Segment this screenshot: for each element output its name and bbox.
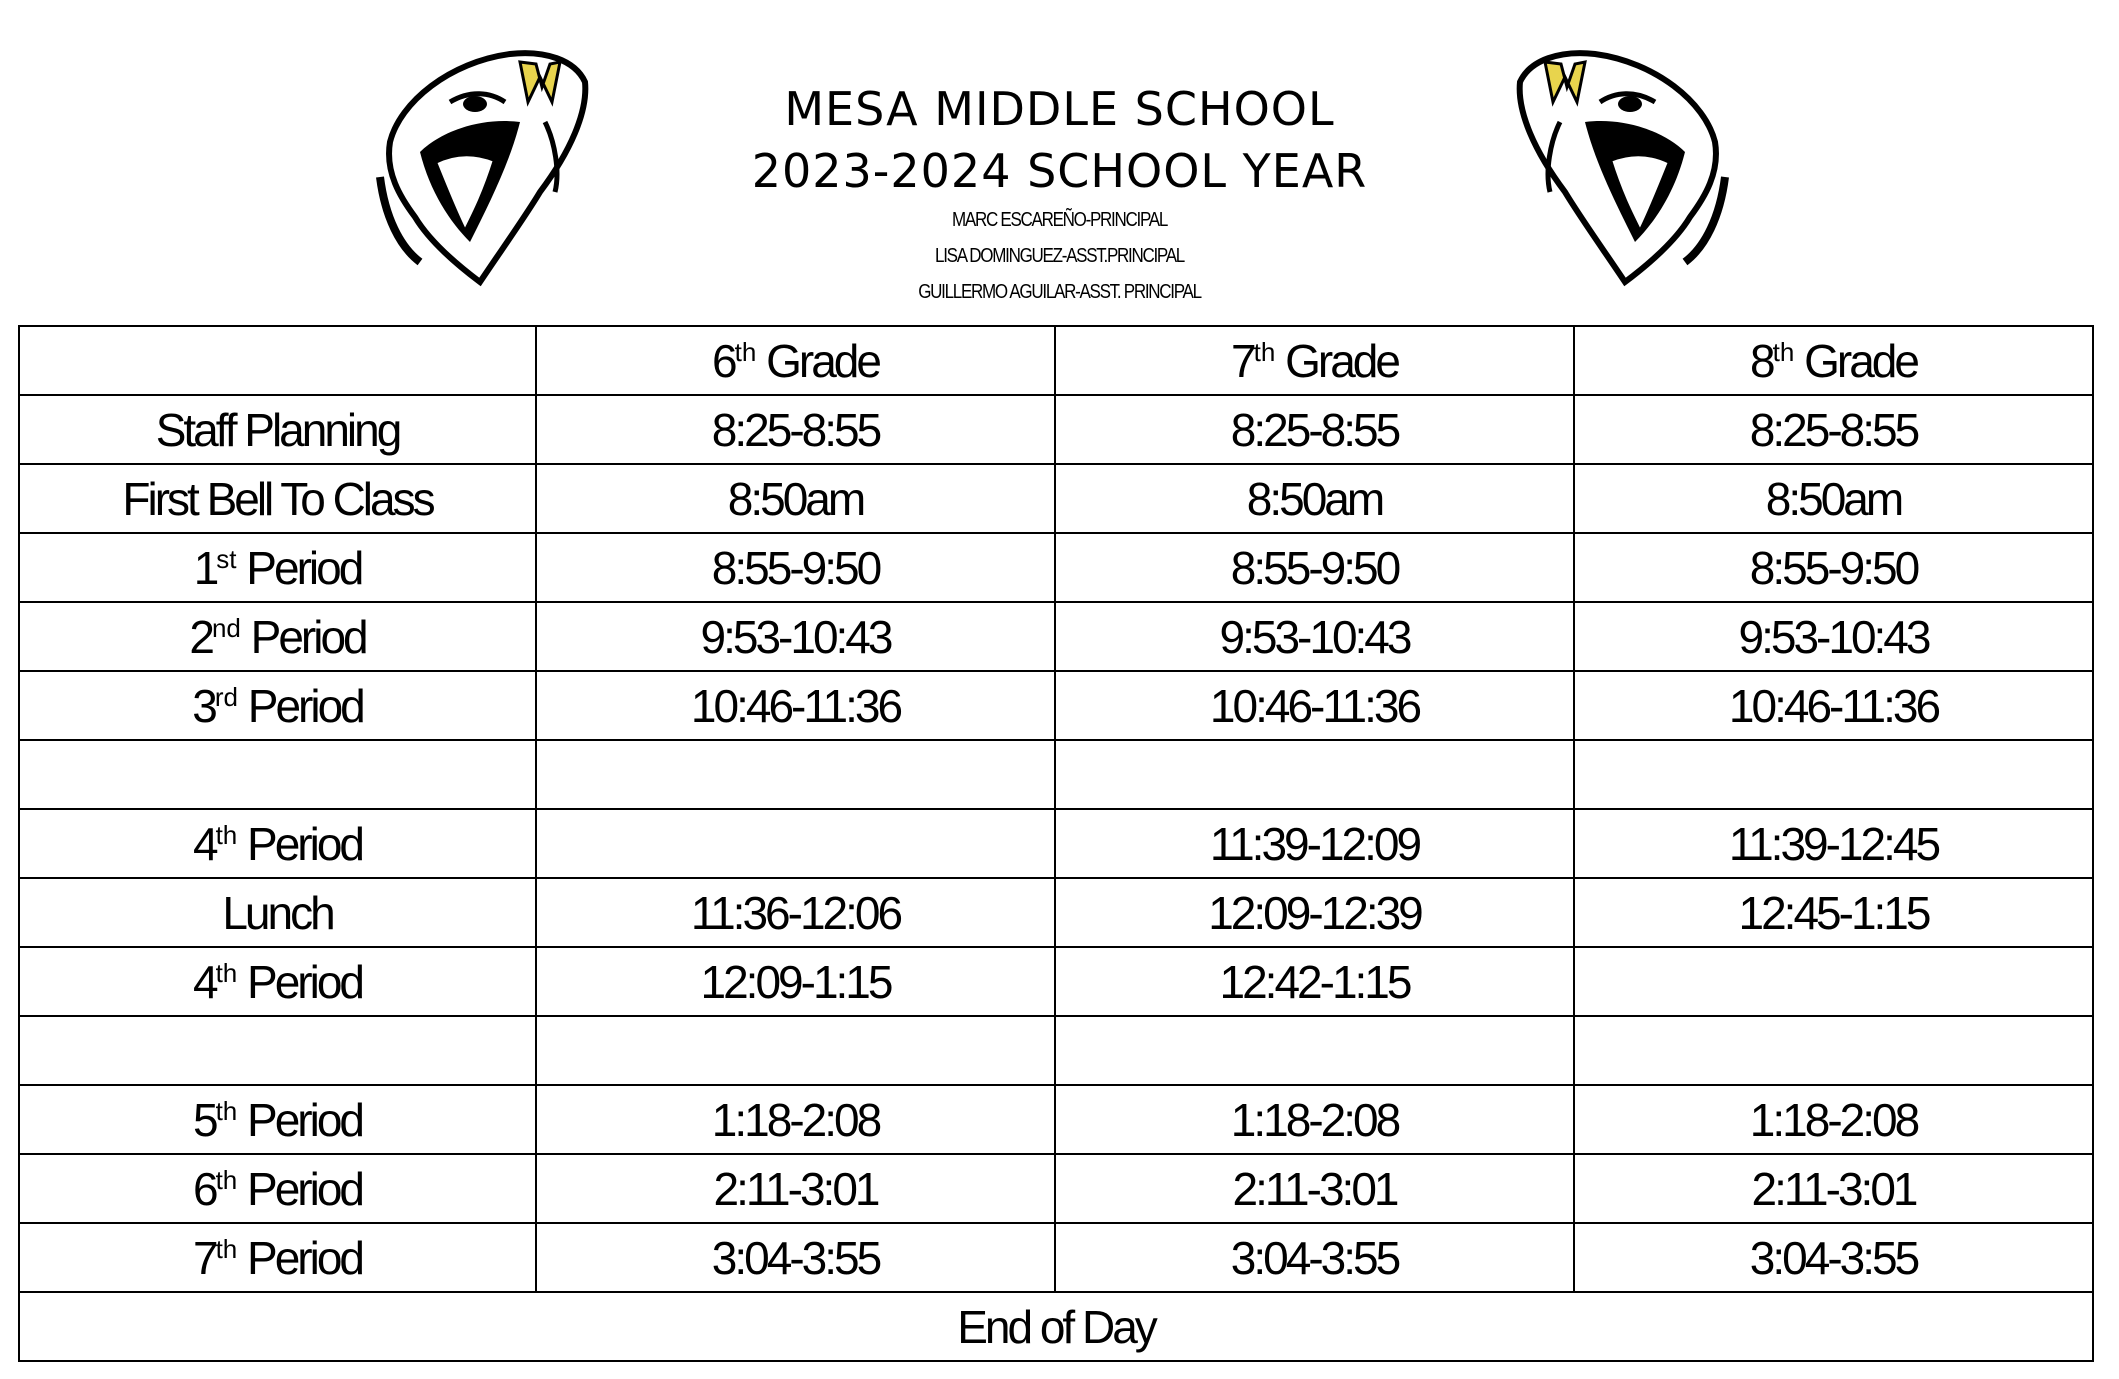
time-cell: 8:55-9:50 <box>1055 533 1574 602</box>
table-row <box>19 464 2093 533</box>
time-cell: 8:25-8:55 <box>1574 395 2093 464</box>
time-cell <box>536 740 1055 809</box>
time-cell: 8:50am <box>536 464 1055 533</box>
table-row <box>19 878 2093 947</box>
schedule-body <box>19 395 2093 1292</box>
time-cell: 8:25-8:55 <box>1055 395 1574 464</box>
time-cell: 8:25-8:55 <box>536 395 1055 464</box>
staff-principal: MARC ESCAREÑO-PRINCIPAL <box>951 209 1167 231</box>
time-cell <box>1574 1016 2093 1085</box>
time-cell: 9:53-10:43 <box>536 602 1055 671</box>
time-cell <box>1574 947 2093 1016</box>
time-cell: 8:55-9:50 <box>1574 533 2093 602</box>
row-label: Lunch <box>19 878 536 947</box>
time-cell: 2:11-3:01 <box>1574 1154 2093 1223</box>
time-cell: 12:45-1:15 <box>1574 878 2093 947</box>
column-header-7th-grade: 7th Grade <box>1055 326 1574 395</box>
table-row <box>19 947 2093 1016</box>
staff-asst-principal-1: LISA DOMINGUEZ-ASST.PRINCIPAL <box>935 245 1184 267</box>
row-label: 2nd Period <box>19 602 536 671</box>
table-row <box>19 809 2093 878</box>
time-cell <box>1574 740 2093 809</box>
time-cell: 11:39-12:45 <box>1574 809 2093 878</box>
end-of-day-cell: End of Day <box>19 1292 2093 1361</box>
row-label: 3rd Period <box>19 671 536 740</box>
table-row <box>19 1223 2093 1292</box>
time-cell: 10:46-11:36 <box>1055 671 1574 740</box>
row-label <box>19 1016 536 1085</box>
school-year: 2023-2024 SCHOOL YEAR <box>751 144 1368 198</box>
row-label: 6th Period <box>19 1154 536 1223</box>
bell-schedule-table <box>18 325 2094 1362</box>
column-header-8th-grade: 8th Grade <box>1574 326 2093 395</box>
row-label: 4th Period <box>19 947 536 1016</box>
time-cell: 3:04-3:55 <box>536 1223 1055 1292</box>
table-row <box>19 602 2093 671</box>
header-corner-cell <box>19 326 536 395</box>
row-label <box>19 740 536 809</box>
table-row <box>19 1154 2093 1223</box>
time-cell: 1:18-2:08 <box>1574 1085 2093 1154</box>
time-cell: 11:39-12:09 <box>1055 809 1574 878</box>
time-cell <box>536 809 1055 878</box>
time-cell: 12:09-12:39 <box>1055 878 1574 947</box>
page-header <box>0 78 2119 310</box>
time-cell: 9:53-10:43 <box>1055 602 1574 671</box>
time-cell <box>536 1016 1055 1085</box>
time-cell <box>1055 1016 1574 1085</box>
table-row <box>19 395 2093 464</box>
row-label: Staff Planning <box>19 395 536 464</box>
table-footer-row <box>19 1292 2093 1361</box>
row-label: 7th Period <box>19 1223 536 1292</box>
time-cell: 3:04-3:55 <box>1574 1223 2093 1292</box>
time-cell: 10:46-11:36 <box>536 671 1055 740</box>
time-cell: 1:18-2:08 <box>536 1085 1055 1154</box>
time-cell: 2:11-3:01 <box>1055 1154 1574 1223</box>
row-label: 5th Period <box>19 1085 536 1154</box>
table-row <box>19 1085 2093 1154</box>
time-cell: 8:55-9:50 <box>536 533 1055 602</box>
table-row <box>19 740 2093 809</box>
time-cell: 8:50am <box>1055 464 1574 533</box>
time-cell: 8:50am <box>1574 464 2093 533</box>
time-cell: 11:36-12:06 <box>536 878 1055 947</box>
time-cell: 12:42-1:15 <box>1055 947 1574 1016</box>
table-row <box>19 1016 2093 1085</box>
time-cell: 10:46-11:36 <box>1574 671 2093 740</box>
table-row <box>19 671 2093 740</box>
time-cell: 2:11-3:01 <box>536 1154 1055 1223</box>
table-row <box>19 533 2093 602</box>
school-name: MESA MIDDLE SCHOOL <box>784 82 1335 136</box>
time-cell: 1:18-2:08 <box>1055 1085 1574 1154</box>
table-header-row <box>19 326 2093 395</box>
row-label: First Bell To Class <box>19 464 536 533</box>
column-header-6th-grade: 6th Grade <box>536 326 1055 395</box>
time-cell: 12:09-1:15 <box>536 947 1055 1016</box>
time-cell: 9:53-10:43 <box>1574 602 2093 671</box>
staff-asst-principal-2: GUILLERMO AGUILAR-ASST. PRINCIPAL <box>918 281 1201 303</box>
time-cell <box>1055 740 1574 809</box>
time-cell: 3:04-3:55 <box>1055 1223 1574 1292</box>
row-label: 4th Period <box>19 809 536 878</box>
row-label: 1st Period <box>19 533 536 602</box>
